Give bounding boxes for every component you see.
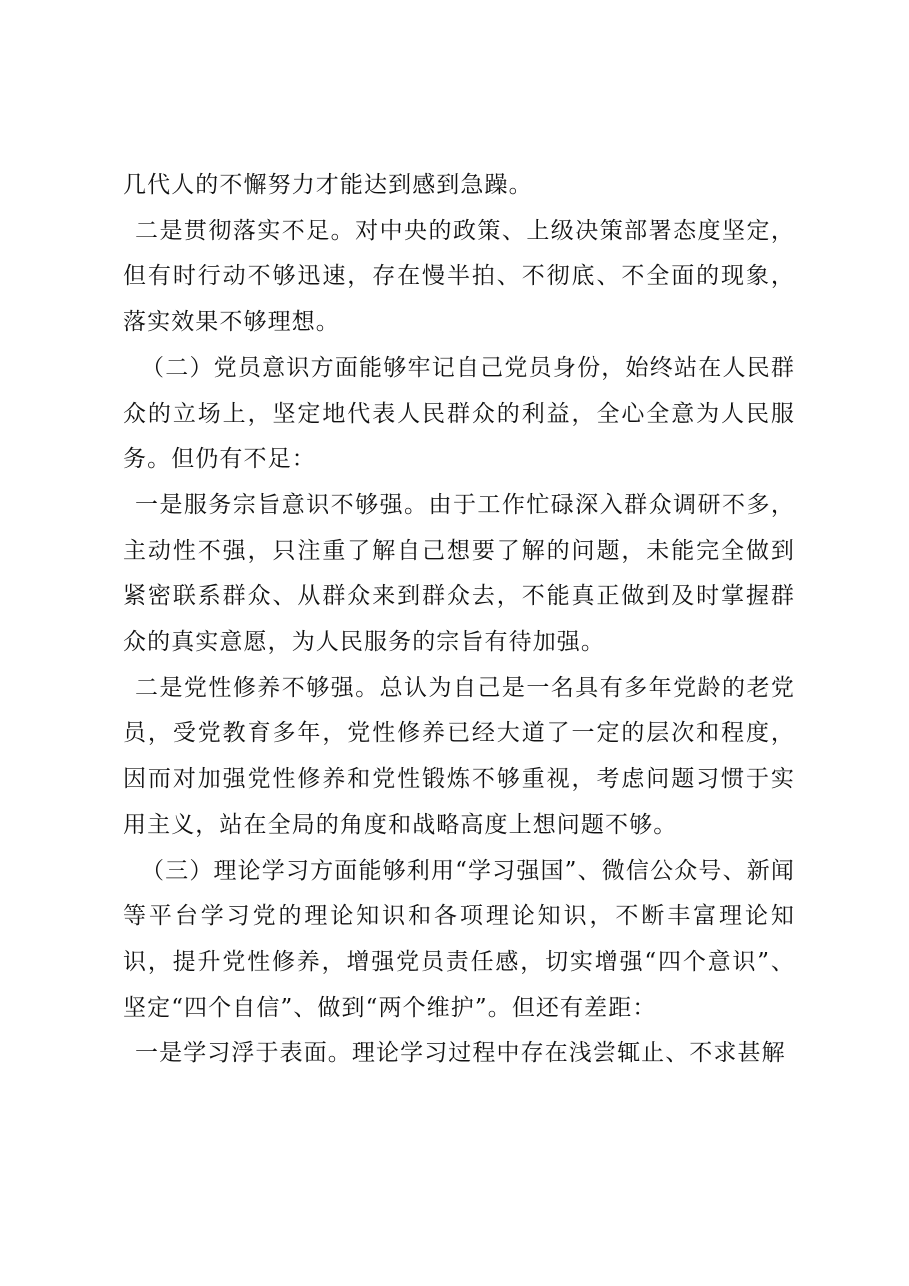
paragraph-study-surface: 一是学习浮于表面。理论学习过程中存在浅尝辄止、不求甚解: [135, 1040, 786, 1067]
paragraph-party-spirit: 二是党性修养不够强。总认为自己是一名具有多年党龄的老党员，受党教育多年，党性修养已经大道了一定的层次和程度，因而对加强党性修养和党性锻炼不够重视，考虑问题习惯于实用主义，站在全局的角度和战略高度上想问题不够。: [123, 674, 795, 838]
paragraph-theory-study: （三）理论学习方面能够利用“学习强国”、微信公众号、新闻等平台学习党的理论知识和各项理论知识，不断丰富理论知识，提升党性修养，增强党员责任感，切实增强“四个意识”、坚定“四个自信”、做到“两个维护”。但还有差距：: [123, 857, 795, 1021]
paragraph-service-purpose: 一是服务宗旨意识不够强。由于工作忙碌深入群众调研不多，主动性不强，只注重了解自己想要了解的问题，未能完全做到紧密联系群众、从群众来到群众去，不能真正做到及时掌握群众的真实意愿，为人民服务的宗旨有待加强。: [123, 491, 795, 656]
paragraph-continuation: 几代人的不懈努力才能达到感到急躁。: [123, 172, 533, 198]
paragraph-party-awareness: （二）党员意识方面能够牢记自己党员身份，始终站在人民群众的立场上，坚定地代表人民群众的利益，全心全意为人民服务。但仍有不足：: [123, 354, 795, 473]
document-body: [123, 163, 795, 1077]
paragraph-implementation: 二是贯彻落实不足。对中央的政策、上级决策部署态度坚定，但有时行动不够迅速，存在慢半拍、不彻底、不全面的现象，落实效果不够理想。: [123, 217, 795, 336]
